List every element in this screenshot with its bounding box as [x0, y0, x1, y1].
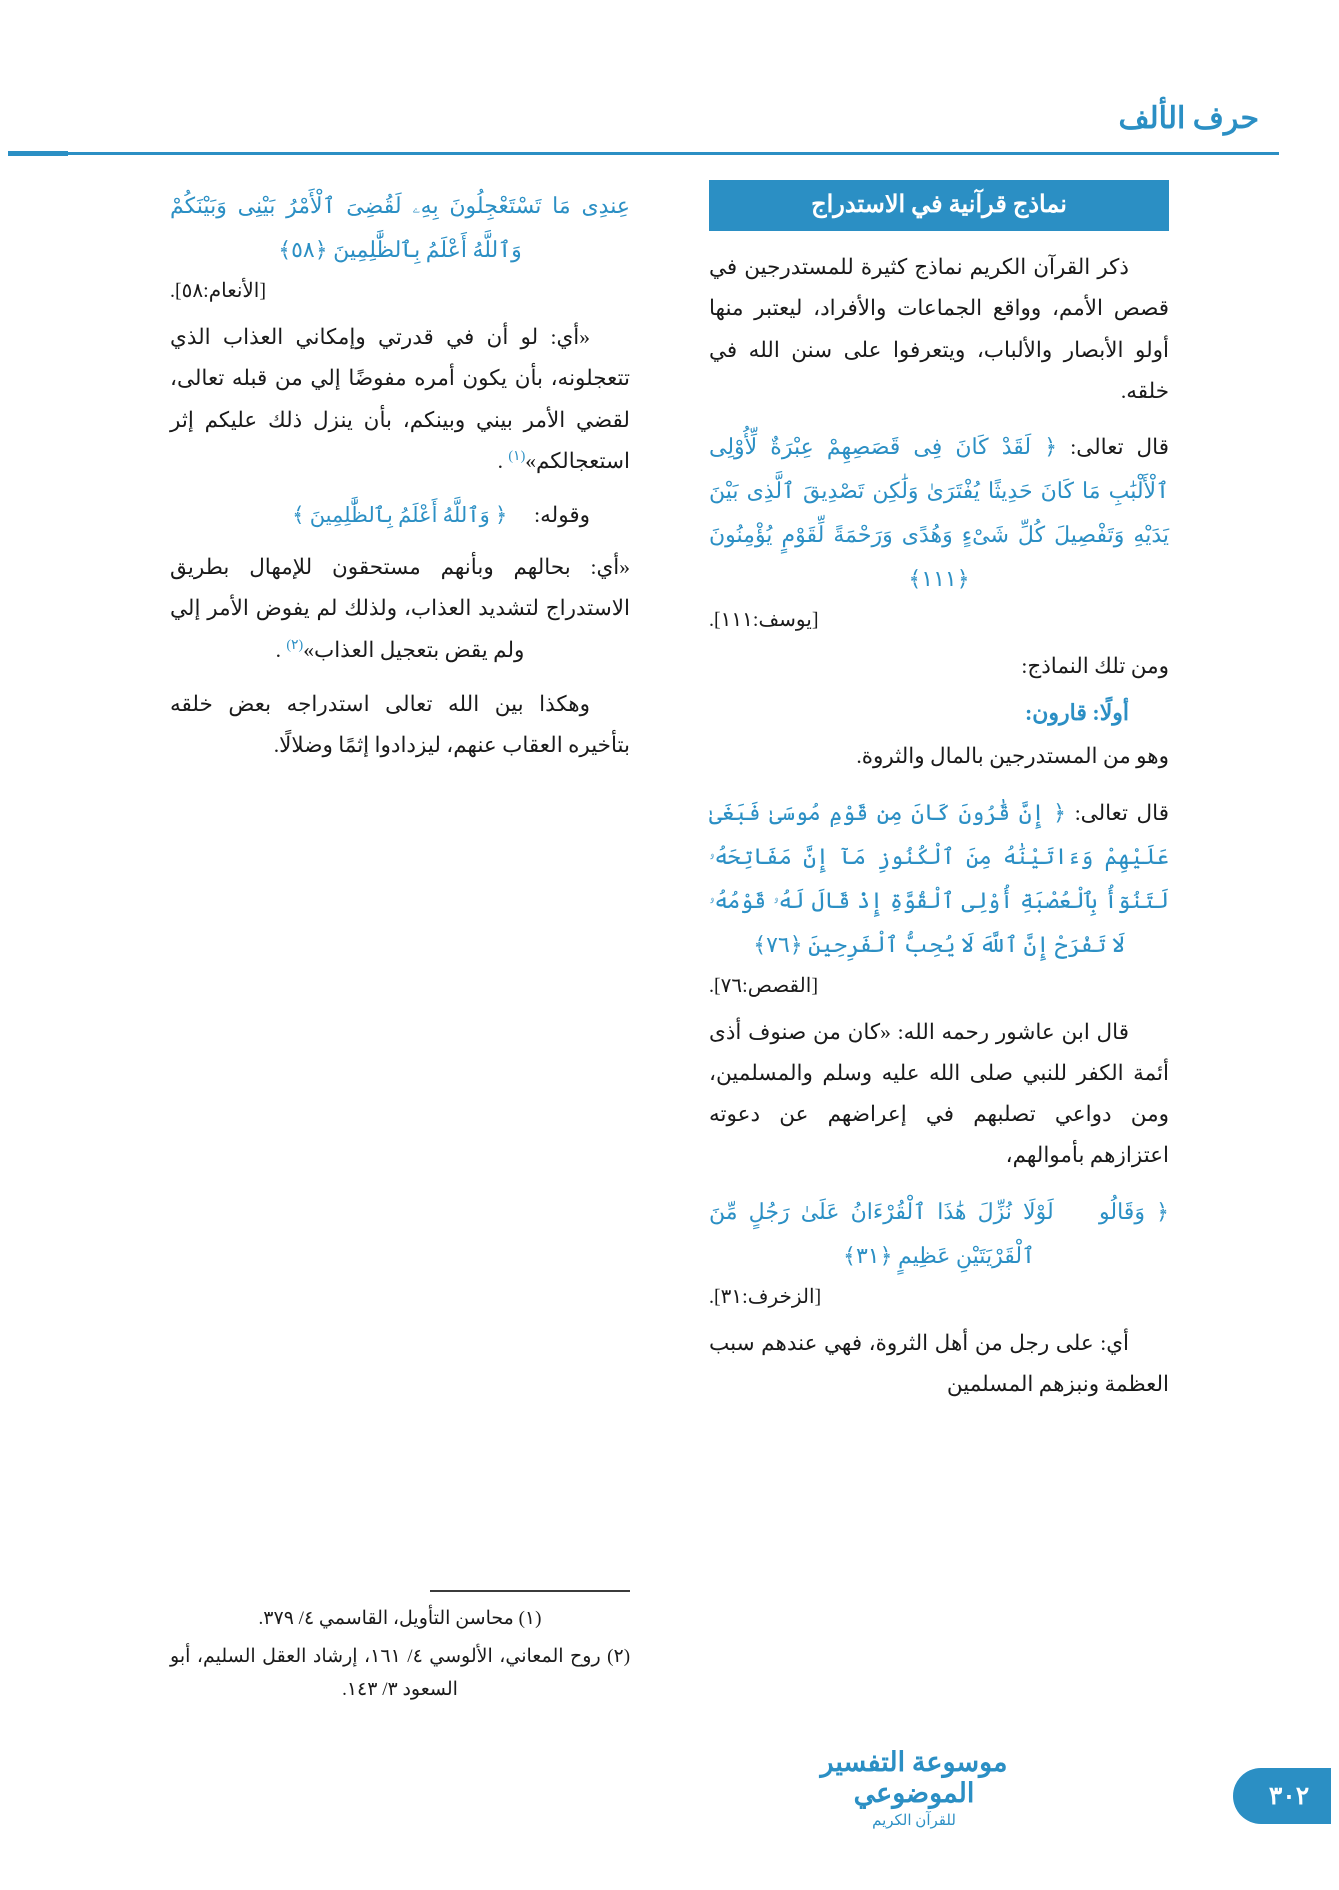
page-title: حرف الألف — [1118, 102, 1259, 135]
column-left — [170, 180, 630, 779]
paragraph-qarun-note: وهو من المستدرجين بالمال والثروة. — [856, 744, 1169, 769]
column-right — [709, 180, 1169, 1418]
page-columns — [170, 180, 1169, 1750]
footnotes-block — [170, 1590, 630, 1710]
paragraph-tafsir-2-text: «أي: بحالهم وبأنهم مستحقون للإمهال بطريق الاستدراج لتشديد العذاب، ولذلك لم يفوض الأمر إلي ولم يقض بتعجيل العذاب» — [170, 554, 630, 662]
paragraph-continued: أي: على رجل من أهل الثروة، فهي عندهم سبب العظمة ونبزهم المسلمين — [709, 1330, 1169, 1396]
footnote-item — [170, 1640, 630, 1707]
quran-lead-2: قال تعالى: — [1074, 800, 1170, 825]
quran-verse-anam: عِندِى مَا تَسْتَعْجِلُونَ بِهِۦ لَقُضِىَ ٱلْأَمْرُ بَيْنِى وَبَيْنَكُمْ وَٱللَّهُ أَعْلَمُ بِٱلظَّٰلِمِينَ ﴿٥٨﴾ — [170, 193, 630, 262]
quran-verse-zukhruf: ﴿ وَقَالُوا۟ لَوْلَا نُزِّلَ هَٰذَا ٱلْقُرْءَانُ عَلَىٰ رَجُلٍ مِّنَ ٱلْقَرْيَتَيْنِ عَظِيمٍ ﴿٣١﴾ — [709, 1198, 1169, 1268]
paragraph-ibn-ashur: قال ابن عاشور رحمه الله: «كان من صنوف أذى أئمة الكفر للنبي صلى الله عليه وسلم والمسلمين، ومن دواعي تصلبهم في إعراضهم عن دعوته اعتزازهم بأموالهم، — [709, 1019, 1169, 1168]
quran-text-2: ﴿ إِنَّ قَٰرُونَ كَانَ مِن قَوْمِ مُوسَىٰ فَبَغَىٰ عَلَيْهِمْ وَءَاتَيْنَٰهُ مِنَ ٱلْكُنُوزِ مَآ إِنَّ مَفَاتِحَهُۥ لَتَنُوٓأُ بِٱلْعُصْبَةِ أُوْلِى ٱلْقُوَّةِ إِذْ قَالَ لَهُۥ قَوْمُهُۥ لَا تَفْرَحْ إِنَّ ٱللَّهَ لَا يُحِبُّ ٱلْفَرِحِينَ ﴿٧٦﴾ — [709, 799, 1169, 957]
footnote-number: (١) — [518, 1608, 542, 1630]
quran-verse-yusuf — [709, 425, 1169, 601]
paragraph-tafsir-1-text: «أي: لو أن في قدرتي وإمكاني العذاب الذي تتعجلونه، بأن يكون أمره مفوضًا إلي من قبله تعالى، لقضي الأمر بيني وبينكم، بأن ينزل ذلك عليكم إثر استعجالكم» — [170, 325, 630, 473]
section-banner: نماذج قرآنية في الاستدراج — [709, 180, 1169, 231]
footnote-item — [170, 1602, 630, 1635]
logo-main-text: موسوعة التفسير الموضوعي — [820, 1746, 1008, 1808]
footnotes-divider — [430, 1590, 630, 1592]
header-divider-tail — [8, 151, 68, 156]
quran-ref-anam: [الأنعام:٥٨]. — [170, 280, 267, 302]
footnote-text: روح المعاني، الألوسي ٤/ ١٦١، إرشاد العقل السليم، أبو السعود ٣/ ١٤٣. — [170, 1645, 601, 1700]
quran-ref-3: [الزخرف:٣١]. — [709, 1285, 822, 1308]
footnote-marker-2: (٢) — [286, 637, 304, 653]
paragraph-examples-lead: ومن تلك النماذج: — [1021, 654, 1169, 679]
publisher-logo — [789, 1747, 1039, 1830]
paragraph-tafsir-2: «أي: بحالهم وبأنهم مستحقون للإمهال بطريق الاستدراج لتشديد العذاب، ولذلك لم يفوض الأمر إلي ولم يقض بتعجيل العذاب»$^{(٢)}$ . — [170, 554, 630, 662]
header-divider — [60, 152, 1279, 155]
subheading-qarun: أولًا: قارون: — [1024, 700, 1129, 726]
paragraph-quote-lead-2 — [170, 495, 630, 537]
quran-inline-ayah: ﴿ وَٱللَّهُ أَعْلَمُ بِٱلظَّٰلِمِينَ ﴾ — [292, 503, 508, 528]
logo-sub-text: للقرآن الكريم — [872, 1813, 956, 1829]
page-header — [60, 95, 1279, 155]
footnote-marker-1: (١) — [508, 448, 526, 464]
footnote-text: محاسن التأويل، القاسمي ٤/ ٣٧٩. — [258, 1608, 514, 1630]
quote-lead-label: وقوله: — [534, 503, 590, 528]
page-footer — [0, 1746, 1339, 1842]
quran-verse-qasas — [709, 791, 1169, 967]
page-number-badge: ٣٠٢ — [1233, 1768, 1331, 1824]
paragraph-tafsir-1: «أي: لو أن في قدرتي وإمكاني العذاب الذي تتعجلونه، بأن يكون أمره مفوضًا إلي من قبله تعالى، لقضي الأمر بيني وبينكم، بأن ينزل ذلك عليكم إثر استعجالكم»$^{(١)}$ . — [170, 325, 630, 473]
quran-lead-1: قال تعالى: — [1070, 435, 1169, 460]
paragraph-intro: ذكر القرآن الكريم نماذج كثيرة للمستدرجين في قصص الأمم، وواقع الجماعات والأفراد، ليعتبر منها أولو الأبصار والألباب، ويتعرفوا على سنن الله في خلقه. — [709, 255, 1169, 403]
footnote-number: (٢) — [607, 1645, 631, 1667]
quran-text-1: ﴿ لَقَدْ كَانَ فِى قَصَصِهِمْ عِبْرَةٌ لِّأُوْلِى ٱلْأَلْبَٰبِ مَا كَانَ حَدِيثًا يُفْتَرَىٰ وَلَٰكِن تَصْدِيقَ ٱلَّذِى بَيْنَ يَدَيْهِ وَتَفْصِيلَ كُلِّ شَىْءٍ وَهُدًى وَرَحْمَةً لِّقَوْمٍ يُؤْمِنُونَ ﴿١١١﴾ — [709, 434, 1169, 592]
quran-ref-1: [يوسف:١١١]. — [709, 609, 819, 632]
paragraph-conclusion: وهكذا بين الله تعالى استدراجه بعض خلقه بتأخيره العقاب عنهم، ليزدادوا إثمًا وضلالًا. — [170, 691, 630, 758]
quran-ref-2: [القصص:٧٦]. — [709, 974, 818, 997]
